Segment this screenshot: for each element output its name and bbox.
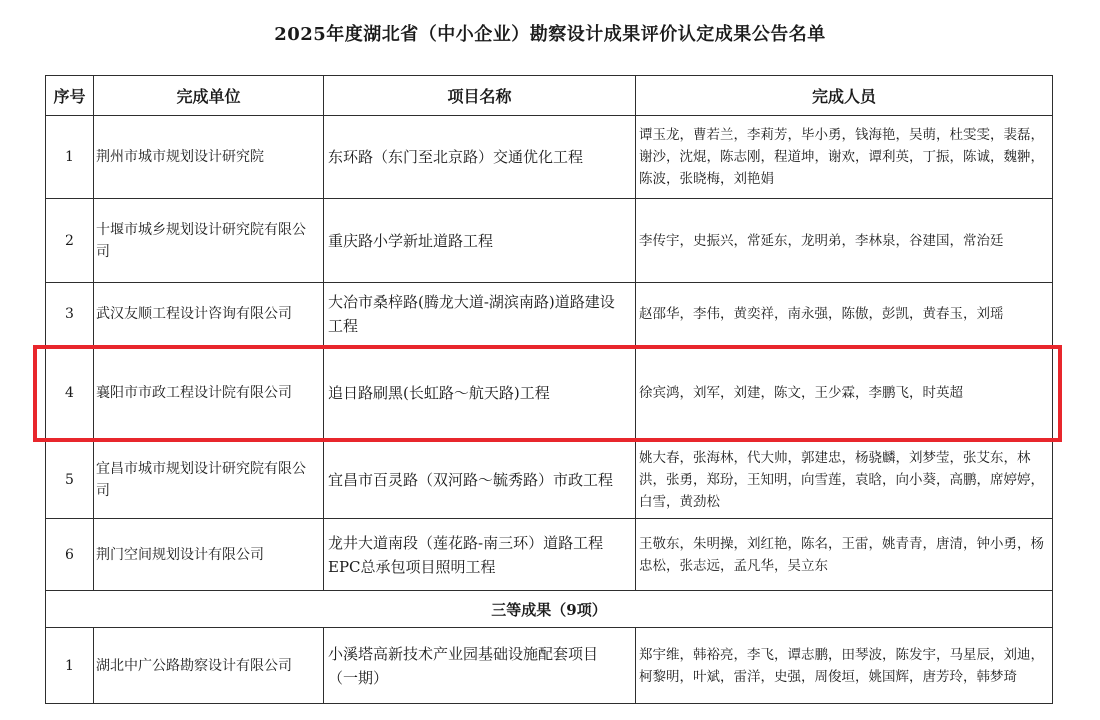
completing-personnel: 赵邵华，李伟，黄奕祥，南永强，陈傲，彭凯，黄春玉，刘瑶 xyxy=(636,283,1053,346)
project-name: 重庆路小学新址道路工程 xyxy=(324,199,636,283)
project-name: 小溪塔高新技术产业园基础设施配套项目（一期） xyxy=(324,628,636,704)
row-number: 4 xyxy=(46,346,94,441)
project-name: 龙井大道南段（莲花路-南三环）道路工程EPC总承包项目照明工程 xyxy=(324,519,636,591)
row-number: 6 xyxy=(46,519,94,591)
completing-unit: 武汉友顺工程设计咨询有限公司 xyxy=(94,283,324,346)
completing-unit: 宜昌市城市规划设计研究院有限公司 xyxy=(94,441,324,519)
header-no: 序号 xyxy=(46,76,94,116)
row-number: 1 xyxy=(46,116,94,199)
completing-personnel: 郑宇维，韩裕亮，李飞，谭志鹏，田琴波，陈发宇，马星辰，刘迪，柯黎明，叶斌，雷洋，史强，周俊垣，姚国辉，唐芳玲，韩梦琦 xyxy=(636,628,1053,704)
completing-unit: 荆门空间规划设计有限公司 xyxy=(94,519,324,591)
project-name: 追日路刷黑(长虹路～航天路)工程 xyxy=(324,346,636,441)
row-number: 1 xyxy=(46,628,94,704)
header-unit: 完成单位 xyxy=(94,76,324,116)
section-divider-row xyxy=(46,591,1053,628)
table-row xyxy=(46,283,1053,346)
project-name: 宜昌市百灵路（双河路～毓秀路）市政工程 xyxy=(324,441,636,519)
results-table-header xyxy=(46,76,1053,116)
header-project: 项目名称 xyxy=(324,76,636,116)
table-row xyxy=(46,199,1053,283)
completing-unit: 荆州市城市规划设计研究院 xyxy=(94,116,324,199)
header-people: 完成人员 xyxy=(636,76,1053,116)
table-row xyxy=(46,519,1053,591)
row-number: 3 xyxy=(46,283,94,346)
project-name: 东环路（东门至北京路）交通优化工程 xyxy=(324,116,636,199)
header-row xyxy=(46,76,1053,116)
table-row xyxy=(46,628,1053,704)
row-number: 2 xyxy=(46,199,94,283)
completing-unit: 襄阳市市政工程设计院有限公司 xyxy=(94,346,324,441)
completing-personnel: 谭玉龙，曹若兰，李莉芳，毕小勇，钱海艳，吴萌，杜雯雯，裴磊，谢沙，沈焜，陈志刚，程道坤，谢欢，谭利英，丁振，陈诚，魏翀，陈波，张晓梅，刘艳娟 xyxy=(636,116,1053,199)
row-number: 5 xyxy=(46,441,94,519)
table-row xyxy=(46,116,1053,199)
table-row xyxy=(46,441,1053,519)
completing-unit: 湖北中广公路勘察设计有限公司 xyxy=(94,628,324,704)
completing-personnel: 王敬东，朱明操，刘红艳，陈名，王雷，姚青青，唐清，钟小勇，杨忠松，张志远，孟凡华，吴立东 xyxy=(636,519,1053,591)
results-table-body xyxy=(46,116,1053,704)
completing-personnel: 李传宇，史振兴，常延东，龙明弟，李林泉，谷建国，常治廷 xyxy=(636,199,1053,283)
section-label: 三等成果（9项） xyxy=(46,591,1053,628)
completing-personnel: 徐宾鸿，刘军，刘建，陈文，王少霖，李鹏飞，时英超 xyxy=(636,346,1053,441)
completing-personnel: 姚大春，张海林，代大帅，郭建忠，杨骁麟，刘梦莹，张艾东，林洪，张勇，郑玢，王知明，向雪莲，袁晗，向小葵，高鹏，席婷婷，白雪，黄劲松 xyxy=(636,441,1053,519)
page-title: 2025年度湖北省（中小企业）勘察设计成果评价认定成果公告名单 xyxy=(274,24,826,45)
completing-unit: 十堰市城乡规划设计研究院有限公司 xyxy=(94,199,324,283)
table-row-highlighted xyxy=(46,346,1053,441)
project-name: 大冶市桑梓路(腾龙大道-湖滨南路)道路建设工程 xyxy=(324,283,636,346)
results-table xyxy=(45,75,1053,704)
